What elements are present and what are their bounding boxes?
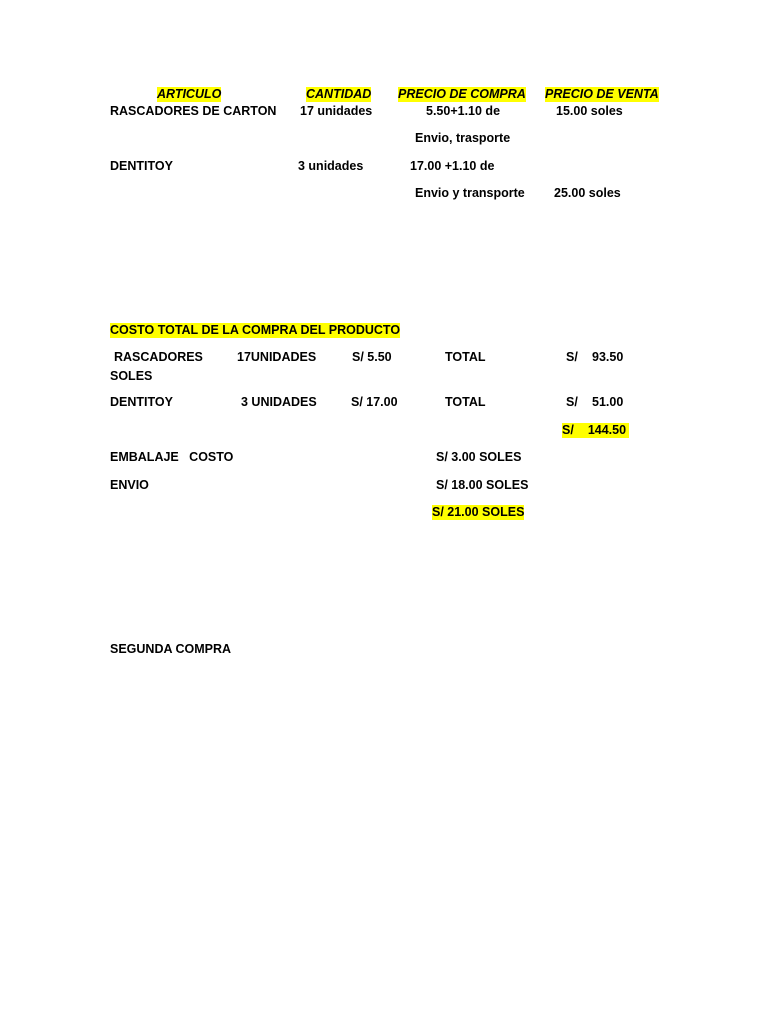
envio-value: S/ 18.00 SOLES — [436, 478, 529, 492]
costo-row-dentitoy-price: S/ 17.00 — [351, 395, 398, 409]
costo-row-rascadores-name: RASCADORES — [114, 350, 203, 364]
costo-row-dentitoy-name: DENTITOY — [110, 395, 173, 409]
item-dentitoy-articulo: DENTITOY — [110, 159, 173, 173]
costo-sum-currency: S/ — [562, 423, 574, 437]
header-precio-compra: PRECIO DE COMPRA — [398, 87, 526, 101]
costo-row-dentitoy-amount: 51.00 — [592, 395, 624, 409]
costo-row-rascadores-price: S/ 5.50 — [352, 350, 392, 364]
costo-row-rascadores-amount: 93.50 — [592, 350, 624, 364]
costo-row-rascadores-currency: S/ — [566, 350, 578, 364]
item-dentitoy-precio-compra: 17.00 +1.10 de — [410, 159, 495, 173]
segunda-compra-heading: SEGUNDA COMPRA — [110, 642, 232, 656]
item-rascadores-cantidad: 17 unidades — [300, 104, 373, 118]
item-rascadores-precio-compra-cont: Envio, trasporte — [415, 131, 511, 145]
costo-sum — [562, 423, 629, 438]
costo-total-title: COSTO TOTAL DE LA COMPRA DEL PRODUCTO — [110, 323, 401, 337]
costo-row-dentitoy-total-label: TOTAL — [445, 395, 486, 409]
item-rascadores-precio-venta: 15.00 soles — [556, 104, 623, 118]
costo-row-dentitoy-currency: S/ — [566, 395, 578, 409]
item-rascadores-articulo: RASCADORES DE CARTON — [110, 104, 277, 118]
costo-row-rascadores-name-cont: SOLES — [110, 369, 153, 383]
embalaje-label: EMBALAJE COSTO — [110, 450, 234, 464]
item-dentitoy-precio-venta: 25.00 soles — [554, 186, 621, 200]
extras-total-value: S/ 21.00 SOLES — [432, 505, 525, 519]
costo-row-dentitoy-qty: 3 UNIDADES — [241, 395, 317, 409]
costo-row-rascadores-total-label: TOTAL — [445, 350, 486, 364]
costo-sum-amount: 144.50 — [587, 423, 627, 437]
item-dentitoy-cantidad: 3 unidades — [298, 159, 364, 173]
item-rascadores-precio-compra: 5.50+1.10 de — [426, 104, 501, 118]
item-dentitoy-precio-compra-cont: Envio y transporte — [415, 186, 525, 200]
envio-label: ENVIO — [110, 478, 149, 492]
header-precio-venta: PRECIO DE VENTA — [545, 87, 659, 101]
header-articulo: ARTICULO — [157, 87, 222, 101]
embalaje-value: S/ 3.00 SOLES — [436, 450, 522, 464]
header-cantidad: CANTIDAD — [306, 87, 372, 101]
costo-row-rascadores-qty: 17UNIDADES — [237, 350, 317, 364]
